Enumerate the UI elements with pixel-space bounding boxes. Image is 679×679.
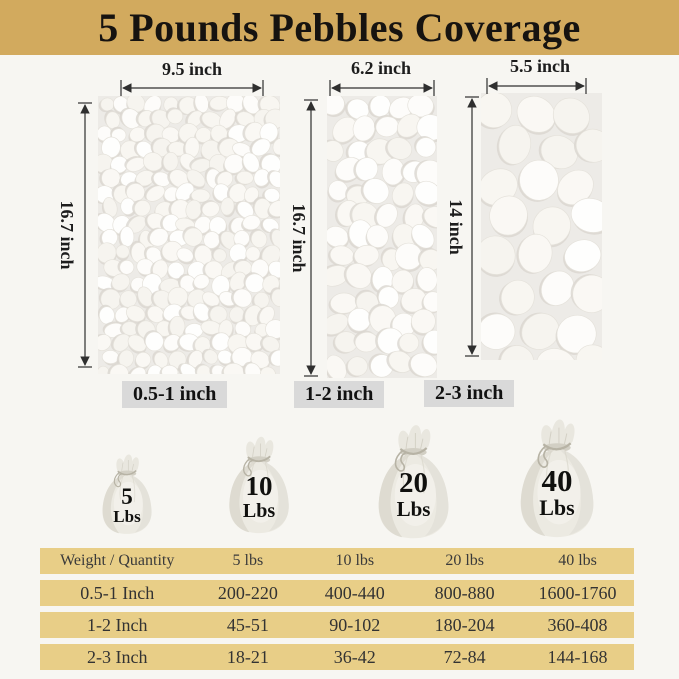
height-label-small: 16.7 inch	[57, 200, 77, 270]
cell: 36-42	[333, 647, 376, 667]
size-label-large: 2-3 inch	[424, 380, 514, 407]
bag-weight: 10	[245, 471, 273, 502]
cell: 144-168	[547, 647, 608, 667]
bag-weight: 20	[399, 466, 428, 499]
width-arrow-large	[487, 78, 586, 94]
width-label-medium: 6.2 inch	[350, 58, 411, 78]
bag-weight: 5	[121, 483, 133, 509]
header-cell: 10 lbs	[335, 552, 375, 569]
bag-10lbs	[219, 426, 299, 541]
cell: 90-102	[329, 615, 381, 635]
pebble-panel-small	[98, 96, 280, 374]
row-label: 1-2 Inch	[86, 615, 148, 635]
bag-unit: Lbs	[396, 497, 431, 522]
bag-label	[219, 473, 299, 522]
page-title: 5 Pounds Pebbles Coverage	[98, 5, 581, 50]
cell: 1600-1760	[538, 583, 617, 603]
table-header-row	[40, 548, 634, 574]
cell: 800-880	[434, 583, 495, 603]
bag-unit: Lbs	[539, 495, 575, 521]
cell: 45-51	[226, 615, 269, 635]
pebble-panel-medium	[327, 96, 437, 378]
width-label-small: 9.5 inch	[161, 59, 222, 79]
bag-label	[94, 485, 160, 526]
header-cell: 5 lbs	[232, 552, 264, 569]
pebbles-large-image	[481, 93, 602, 360]
table-row	[40, 612, 634, 638]
cell: 360-408	[547, 615, 608, 635]
bag-label	[505, 462, 609, 521]
header-cell: 20 lbs	[445, 552, 485, 569]
size-label-medium: 1-2 inch	[294, 381, 384, 408]
header-cell: Weight / Quantity	[60, 552, 175, 569]
pebbles-small-image	[98, 96, 280, 374]
cell: 180-204	[434, 615, 495, 635]
pebble-panel-large	[481, 93, 602, 360]
bag-unit: Lbs	[113, 506, 141, 526]
width-arrow-medium	[330, 80, 434, 96]
width-arrow-small	[121, 80, 263, 96]
cell: 200-220	[217, 583, 278, 603]
pebbles-medium-image	[327, 96, 437, 378]
table-row	[40, 644, 634, 670]
row-label: 2-3 Inch	[86, 647, 148, 667]
bag-weight: 40	[541, 462, 573, 498]
height-arrow-small	[78, 103, 92, 367]
cell: 400-440	[324, 583, 385, 603]
title-bar	[0, 0, 679, 55]
bag-40lbs	[505, 412, 609, 541]
bag-unit: Lbs	[242, 499, 276, 522]
header-cell: 40 lbs	[558, 552, 597, 569]
cell: 18-21	[226, 647, 269, 667]
coverage-table	[40, 548, 634, 676]
bag-5lbs	[94, 446, 160, 540]
table-row	[40, 580, 634, 606]
bag-label	[365, 466, 462, 522]
size-label-small: 0.5-1 inch	[122, 381, 227, 408]
height-arrow-large	[465, 97, 479, 356]
cell: 72-84	[443, 647, 486, 667]
width-label-large: 5.5 inch	[509, 56, 570, 76]
height-label-large: 14 inch	[446, 199, 466, 255]
row-label: 0.5-1 Inch	[80, 583, 155, 603]
height-label-medium: 16.7 inch	[289, 203, 309, 273]
bag-20lbs	[365, 418, 462, 542]
